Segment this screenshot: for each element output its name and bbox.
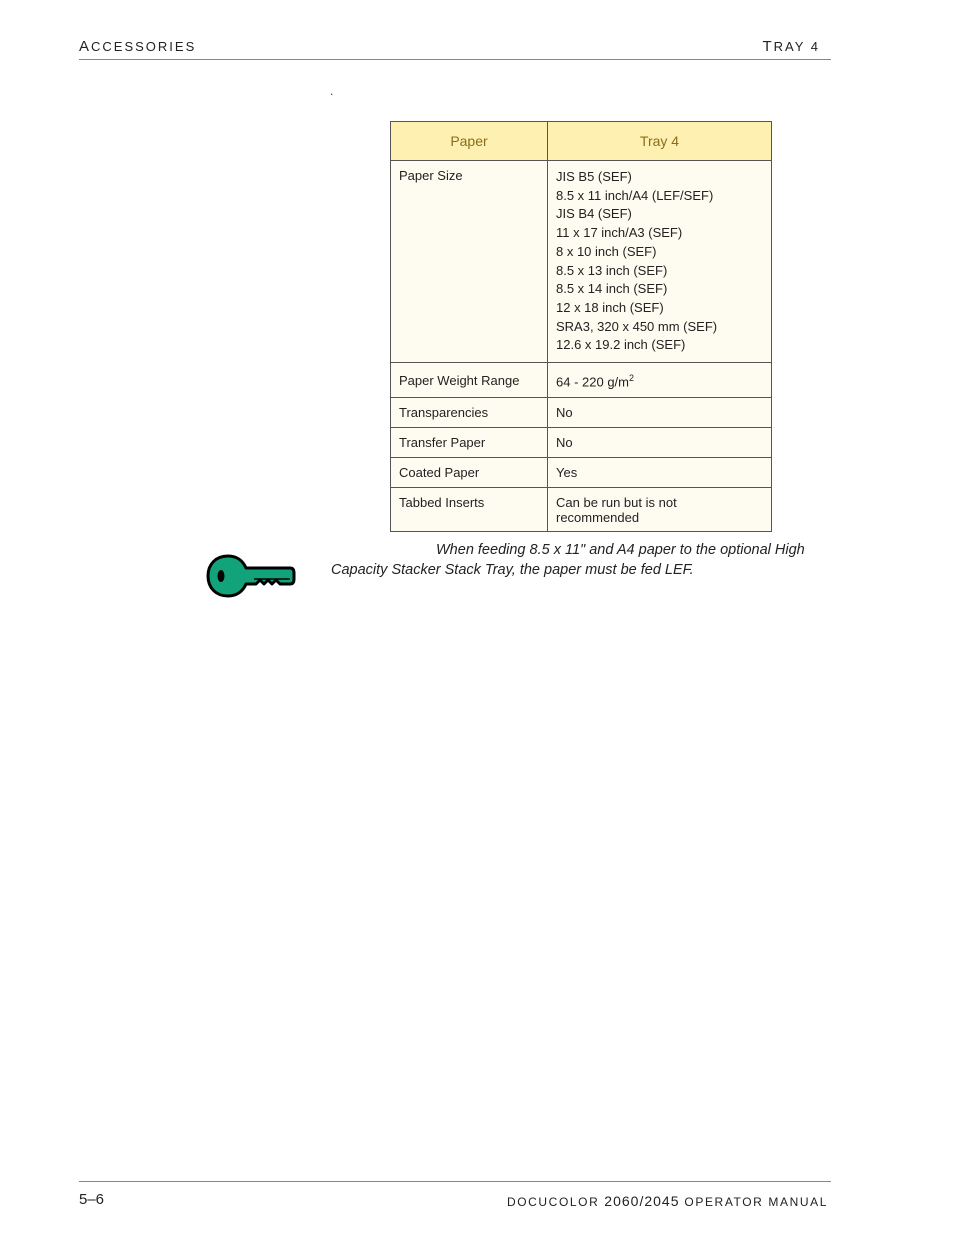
running-header-section — [79, 38, 196, 55]
weight-value — [548, 363, 772, 398]
paper-size-item: JIS B5 (SEF) — [556, 169, 632, 184]
manual-title-prefix: DOCUCOLOR — [506, 1195, 605, 1209]
weight-value-text: 64 - 220 g/m — [556, 374, 629, 390]
table-row — [391, 458, 772, 488]
manual-title-suffix: OPERATOR MANUAL — [679, 1195, 828, 1209]
page-number: 5–6 — [79, 1191, 105, 1208]
manual-title — [507, 1193, 828, 1209]
tray4-spec-table — [390, 121, 772, 532]
paper-size-item: SRA3, 320 x 450 mm (SEF) — [556, 318, 718, 334]
paper-size-list — [548, 161, 772, 363]
row-label: Tabbed Inserts — [391, 488, 548, 532]
row-value: Yes — [548, 458, 772, 488]
paper-size-item: 8 x 10 inch (SEF) — [556, 243, 657, 259]
table-row — [391, 488, 772, 532]
col-header-paper: Paper — [391, 122, 548, 161]
note-text — [331, 540, 811, 580]
paper-size-item: 8.5 x 11 inch/A4 (LEF/SEF) — [556, 187, 714, 203]
weight-unit-exponent: 2 — [629, 373, 635, 384]
row-label: Transfer Paper — [391, 428, 548, 458]
col-header-tray4: Tray 4 — [548, 122, 772, 161]
row-value: No — [548, 398, 772, 428]
table-row — [391, 398, 772, 428]
row-label: Coated Paper — [391, 458, 548, 488]
table-row — [391, 363, 772, 398]
header-left-rest: CCESSORIES — [91, 39, 197, 54]
note-line-1: When feeding 8.5 x 11" and A4 paper to the optional High — [436, 542, 805, 558]
table-row — [391, 161, 772, 363]
paper-size-item: 11 x 17 inch/A3 (SEF) — [556, 225, 683, 241]
header-rule — [79, 59, 831, 60]
row-value: Can be run but is not recommended — [548, 488, 772, 532]
manual-model: 2060/2045 — [604, 1193, 680, 1209]
paper-size-item: 12 x 18 inch (SEF) — [556, 299, 664, 315]
paper-size-item: 12.6 x 19.2 inch (SEF) — [556, 337, 686, 353]
table-header-row — [391, 122, 772, 161]
header-right-rest: RAY 4 — [773, 39, 820, 54]
key-icon — [206, 553, 296, 599]
row-label-weight: Paper Weight Range — [391, 363, 548, 398]
running-header-topic — [762, 38, 820, 55]
paper-size-item: JIS B4 (SEF) — [556, 206, 632, 222]
paper-size-item: 8.5 x 14 inch (SEF) — [556, 281, 668, 297]
row-label-paper-size: Paper Size — [391, 161, 548, 363]
page-marker: . — [330, 84, 334, 98]
header-left-initial: A — [79, 38, 92, 55]
table-row — [391, 428, 772, 458]
footer-rule — [79, 1181, 831, 1182]
row-label: Transparencies — [391, 398, 548, 428]
paper-size-item: 8.5 x 13 inch (SEF) — [556, 262, 668, 278]
row-value: No — [548, 428, 772, 458]
note-line-2: Capacity Stacker Stack Tray, the paper must be fed LEF. — [331, 562, 694, 578]
header-right-initial: T — [762, 38, 774, 55]
